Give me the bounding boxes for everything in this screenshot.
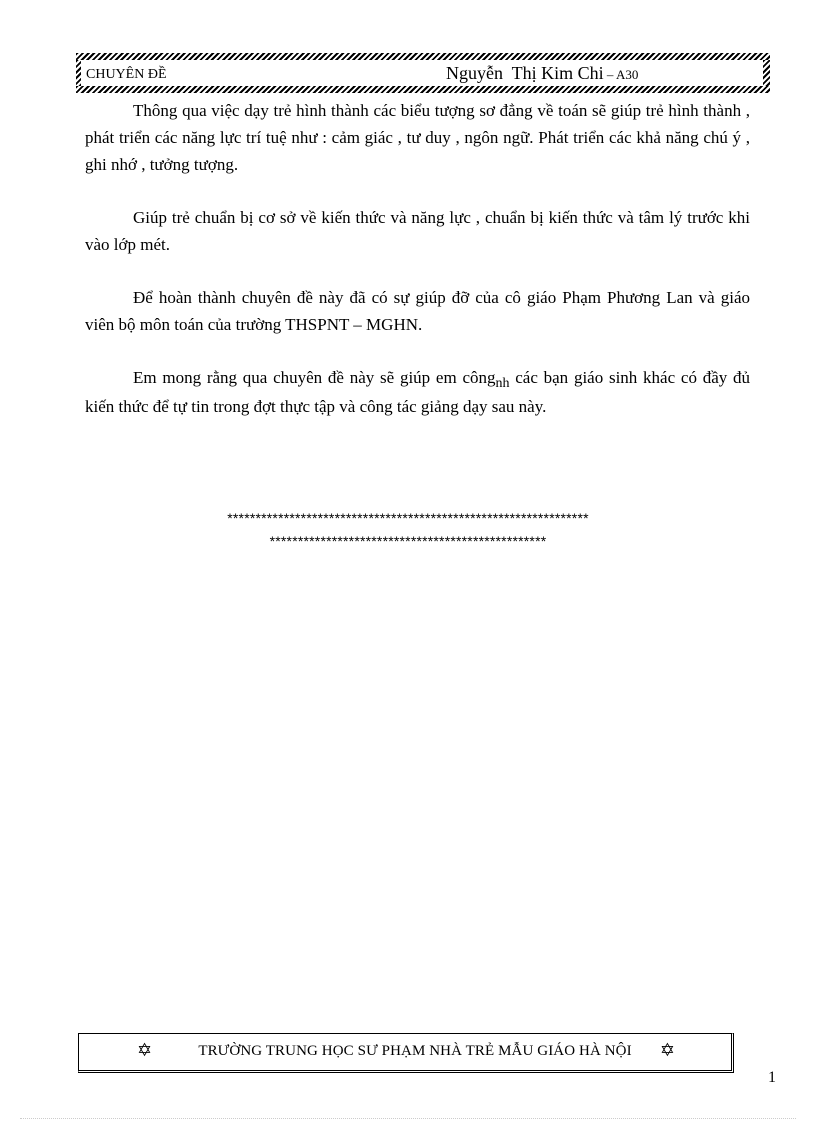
star-of-david-icon: ✡ — [137, 1040, 153, 1061]
page-header — [76, 53, 770, 93]
document-body — [85, 97, 750, 420]
header-right-border — [763, 60, 770, 86]
star-of-david-icon: ✡ — [659, 1040, 675, 1061]
paragraph-3: Để hoàn thành chuyên đề này đã có sự giúp đỡ của cô giáo Phạm Phương Lan và giáo viên bộ môn toán của trường THSPNT – MGHN. — [85, 288, 750, 334]
header-top-border — [76, 53, 770, 60]
author-name: Nguyễn Thị Kim Chi — [446, 63, 604, 83]
page-bottom-divider — [20, 1118, 796, 1119]
paragraph-4 — [85, 364, 750, 420]
footer-content — [79, 1043, 731, 1060]
paragraph-4-subscript: nh — [495, 376, 510, 391]
separator-line-2: ************************************************* — [269, 533, 547, 549]
class-code: – A30 — [603, 67, 639, 82]
page-footer — [78, 1033, 734, 1073]
paragraph-4-start: Em mong rằng qua chuyên đề này sẽ giúp em công — [133, 368, 496, 387]
header-bottom-border — [76, 86, 770, 93]
header-topic-label: CHUYÊN ĐỀ — [86, 67, 167, 82]
header-left-border — [76, 60, 81, 86]
paragraph-4-end: các bạn giáo sinh khác có đầy đủ kiến thức để tự tin trong đợt thực tập và công tác giảng dạy sau này. — [85, 368, 750, 416]
header-author — [446, 63, 638, 84]
separator-line-1: **************************************************************** — [227, 510, 589, 526]
page-number: 1 — [768, 1069, 776, 1086]
paragraph-2: Giúp trẻ chuẩn bị cơ sở về kiến thức và năng lực , chuẩn bị kiến thức và tâm lý trước khi vào lớp mét. — [85, 208, 750, 254]
paragraph-1: Thông qua việc dạy trẻ hình thành các biểu tượng sơ đẳng về toán sẽ giúp trẻ hình thành , phát triển các năng lực trí tuệ như : cảm giác , tư duy , ngôn ngữ. Phát triển các khả năng chú ý , ghi nhớ , tưởng tượng. — [85, 101, 750, 174]
school-name: TRƯỜNG TRUNG HỌC SƯ PHẠM NHÀ TRẺ MẪU GIÁO HÀ NỘI — [198, 1043, 632, 1059]
